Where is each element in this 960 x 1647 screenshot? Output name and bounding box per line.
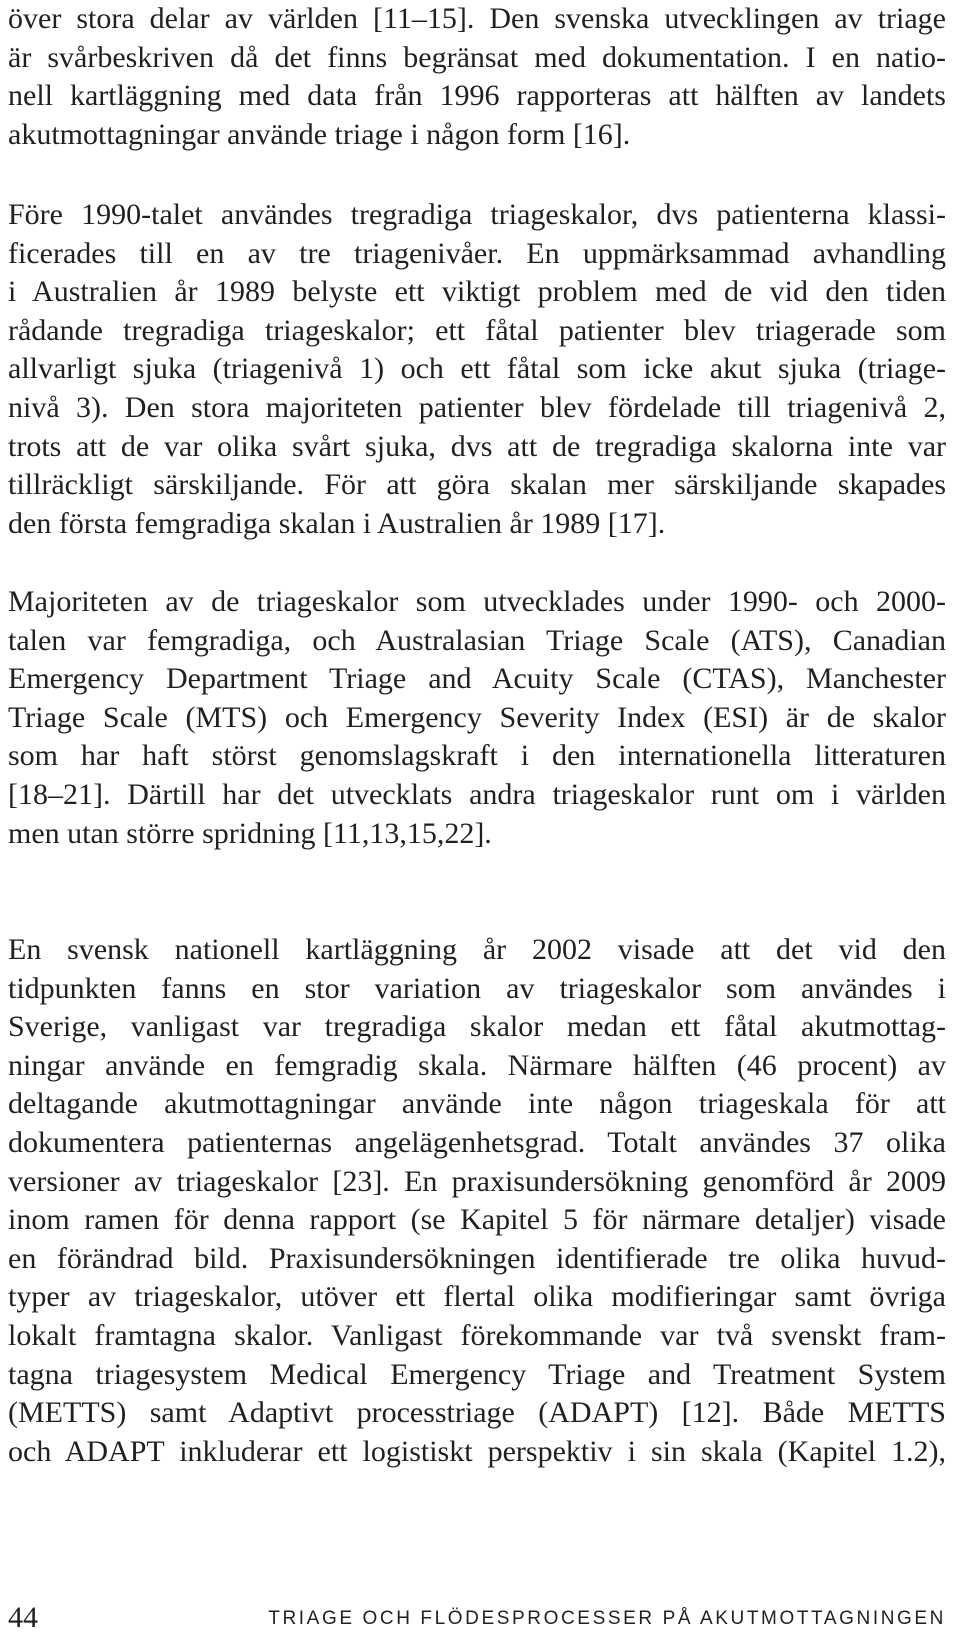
text-line: som har haft störst genomslagskraft i den internationella litteraturen — [8, 739, 946, 773]
text-line: lokalt framtagna skalor. Vanligast förekommande var två svenskt fram- — [8, 1318, 946, 1352]
text-line: Före 1990-talet användes tregradiga triageskalor, dvs patienterna klassi- — [8, 198, 946, 231]
text-line: är svårbeskriven då det finns begränsat med dokumentation. I en natio- — [8, 40, 946, 74]
text-line: ningar använde en femgradig skala. Närmare hälften (46 procent) av — [8, 1048, 946, 1082]
text-line: versioner av triageskalor [23]. En praxisundersökning genomförd år 2009 — [8, 1164, 946, 1198]
text-line: En svensk nationell kartläggning år 2002 visade att det vid den — [8, 933, 946, 966]
text-line: deltagande akutmottagningar använde inte någon triageskala för att — [8, 1087, 946, 1121]
text-line: men utan större spridning [11,13,15,22]. — [8, 816, 492, 850]
text-line: i Australien år 1989 belyste ett viktigt problem med de vid den tiden — [8, 275, 946, 309]
text-line: en förändrad bild. Praxisundersökningen identifierade tre olika huvud- — [8, 1241, 946, 1275]
text-line: typer av triageskalor, utöver ett flertal olika modifieringar samt övriga — [8, 1280, 946, 1314]
text-line: tagna triagesystem Medical Emergency Triage and Treatment System — [8, 1357, 946, 1391]
paragraph-1 — [8, 0, 946, 154]
text-line: akutmottagningar använde triage i någon form [16]. — [8, 117, 631, 151]
text-line: ficerades till en av tre triagenivåer. En uppmärksammad avhandling — [8, 236, 946, 270]
running-title: TRIAGE OCH FLÖDESPROCESSER PÅ AKUTMOTTAGNINGEN — [268, 1608, 946, 1629]
text-line: Sverige, vanligast var tregradiga skalor medan ett fåtal akutmottag- — [8, 1010, 946, 1044]
text-line: tidpunkten fanns en stor variation av triageskalor som användes i — [8, 971, 946, 1005]
text-line: tillräckligt särskiljande. För att göra skalan mer särskiljande skapades — [8, 468, 946, 502]
page-footer — [8, 1598, 946, 1638]
text-line: nell kartläggning med data från 1996 rapporteras att hälften av landets — [8, 79, 946, 113]
text-line: Emergency Department Triage and Acuity Scale (CTAS), Manchester — [8, 662, 946, 696]
page-number: 44 — [8, 1601, 38, 1634]
text-line: nivå 3). Den stora majoriteten patienter blev fördelade till triagenivå 2, — [8, 390, 946, 424]
text-line: den första femgradiga skalan i Australien år 1989 [17]. — [8, 506, 666, 540]
text-line: rådande tregradiga triageskalor; ett fåtal patienter blev triagerade som — [8, 313, 946, 347]
paragraph-3 — [8, 583, 946, 853]
text-line: (METTS) samt Adaptivt processtriage (ADAPT) [12]. Både METTS — [8, 1396, 946, 1430]
text-line: dokumentera patienternas angelägenhetsgrad. Totalt användes 37 olika — [8, 1125, 946, 1159]
text-line: talen var femgradiga, och Australasian Triage Scale (ATS), Canadian — [8, 623, 946, 657]
text-line: allvarligt sjuka (triagenivå 1) och ett fåtal som icke akut sjuka (triage- — [8, 352, 946, 386]
text-line: över stora delar av världen [11–15]. Den svenska utvecklingen av triage — [8, 2, 946, 35]
text-line: Majoriteten av de triageskalor som utvecklades under 1990- och 2000- — [8, 585, 946, 618]
text-line: inom ramen för denna rapport (se Kapitel 5 för närmare detaljer) visade — [8, 1203, 946, 1237]
text-line: trots att de var olika svårt sjuka, dvs att de tregradiga skalorna inte var — [8, 429, 946, 463]
paragraph-4 — [8, 931, 946, 1471]
text-line: [18–21]. Därtill har det utvecklats andra triageskalor runt om i världen — [8, 777, 946, 811]
paragraph-2 — [8, 196, 946, 543]
text-line: och ADAPT inkluderar ett logistiskt perspektiv i sin skala (Kapitel 1.2), — [8, 1434, 946, 1468]
text-line: Triage Scale (MTS) och Emergency Severity Index (ESI) är de skalor — [8, 700, 946, 734]
